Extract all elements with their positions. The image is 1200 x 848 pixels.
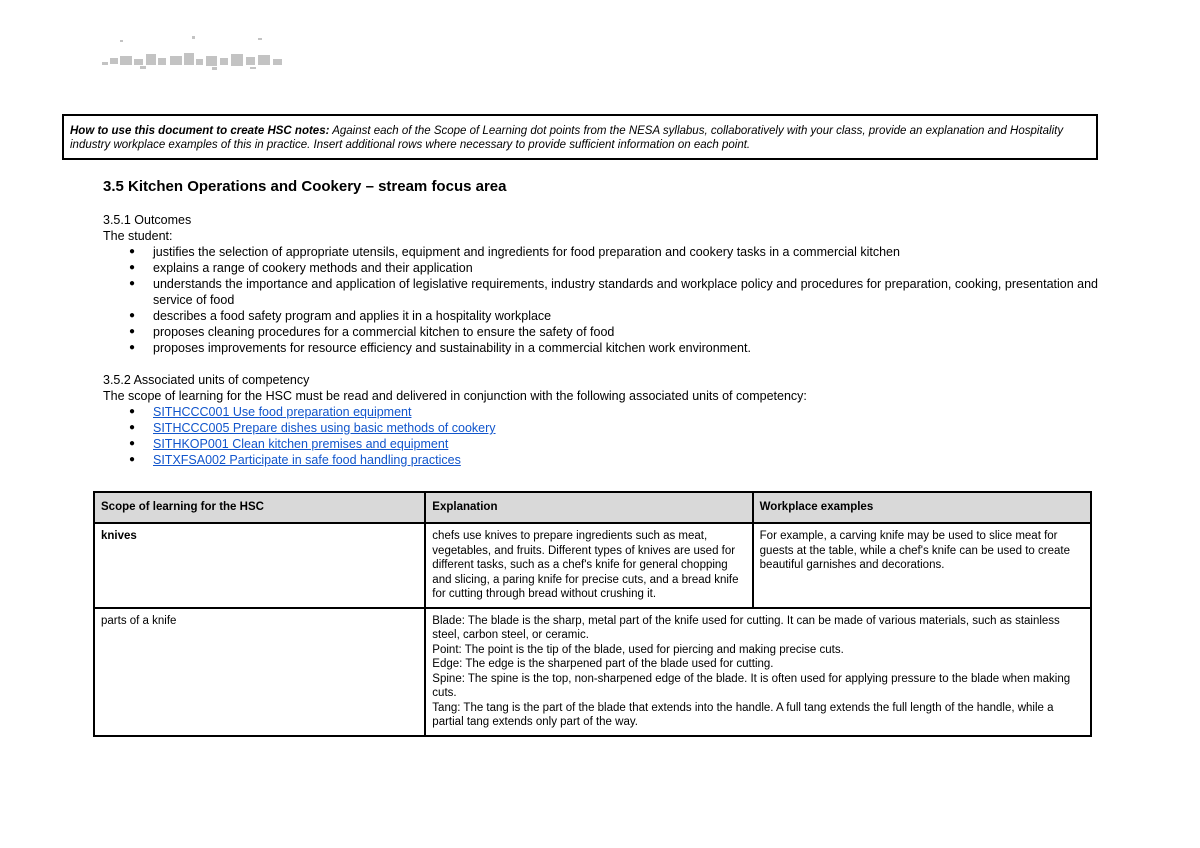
units-list (129, 404, 1133, 468)
section-title: 3.5 Kitchen Operations and Cookery – stream focus area (103, 178, 507, 195)
header-explanation: Explanation (425, 492, 752, 523)
scope-table (93, 491, 1092, 737)
outcome-item: ● understands the importance and application of legislative requirements, industry standards and workplace policy and procedures for preparation, cooking, presentation and service of food (129, 276, 1133, 308)
cell-explanation[interactable]: chefs use knives to prepare ingredients such as meat, vegetables, and fruits. Different types of knives are used for different tasks, such as a chef's knife for general chopping and slicing, a paring knife for precise cuts, and a bread knife for cutting through bread without crushing it. (425, 523, 752, 608)
outcomes-intro: The student: (103, 229, 173, 243)
units-heading: 3.5.2 Associated units of competency (103, 373, 310, 387)
outcome-item: ● proposes improvements for resource efficiency and sustainability in a commercial kitchen work environment. (129, 340, 1133, 356)
table-row (94, 608, 1091, 736)
section-content (103, 178, 1133, 468)
outcome-item: ● proposes cleaning procedures for a commercial kitchen to ensure the safety of food (129, 324, 1133, 340)
unit-item (129, 404, 1133, 420)
cell-example[interactable]: For example, a carving knife may be used to slice meat for guests at the table, while a chef's knife can be used to create beautiful garnishes and decorations. (753, 523, 1091, 608)
outcome-item: ● describes a food safety program and applies it in a hospitality workplace (129, 308, 1133, 324)
unit-link-sithccc001[interactable]: SITHCCC001 Use food preparation equipment (153, 405, 412, 419)
cell-scope[interactable]: knives (94, 523, 425, 608)
instructions-box (62, 114, 1098, 160)
cell-explanation[interactable]: Blade: The blade is the sharp, metal part of the knife used for cutting. It can be made of various materials, such as stainless steel, carbon steel, or ceramic. Point: The point is the tip of the blade, used for piercing and making precise cuts. Edge: The edge is the sharpened part of the blade used for cutting. Spine: The spine is the top, non-sharpened edge of the blade. It is often used for applying pressure to the blade when making cuts. Tang: The tang is the part of the blade that extends into the handle. A full tang extends the full length of the handle, while a partial tang extends only part of the way. (425, 608, 1091, 736)
unit-item (129, 420, 1133, 436)
instructions-body: Against each of the Scope of Learning dot points from the NESA syllabus, collaboratively with your class, provide an explanation and Hospitality industry workplace examples of this in practice. Insert additional rows where necessary to provide sufficient information on each point. (70, 125, 1064, 151)
unit-item (129, 436, 1133, 452)
unit-link-sitxfsa002[interactable]: SITXFSA002 Participate in safe food handling practices (153, 453, 461, 467)
cell-scope[interactable]: parts of a knife (94, 608, 425, 736)
header-scope: Scope of learning for the HSC (94, 492, 425, 523)
outcomes-heading: 3.5.1 Outcomes (103, 213, 192, 227)
table-header-row (94, 492, 1091, 523)
units-intro: The scope of learning for the HSC must be read and delivered in conjunction with the following associated units of competency: (103, 389, 807, 403)
unit-link-sithkop001[interactable]: SITHKOP001 Clean kitchen premises and equipment (153, 437, 449, 451)
outcome-item: ● justifies the selection of appropriate utensils, equipment and ingredients for food preparation and cookery tasks in a commercial kitchen (129, 244, 1133, 260)
instructions-lead: How to use this document to create HSC notes: (70, 125, 330, 137)
unit-link-sithccc005[interactable]: SITHCCC005 Prepare dishes using basic methods of cookery (153, 421, 496, 435)
outcomes-list (129, 244, 1133, 356)
header-workplace-examples: Workplace examples (753, 492, 1091, 523)
unit-item (129, 452, 1133, 468)
table-row (94, 523, 1091, 608)
outcome-item: ● explains a range of cookery methods and their application (129, 260, 1133, 276)
logo-image (100, 34, 290, 78)
